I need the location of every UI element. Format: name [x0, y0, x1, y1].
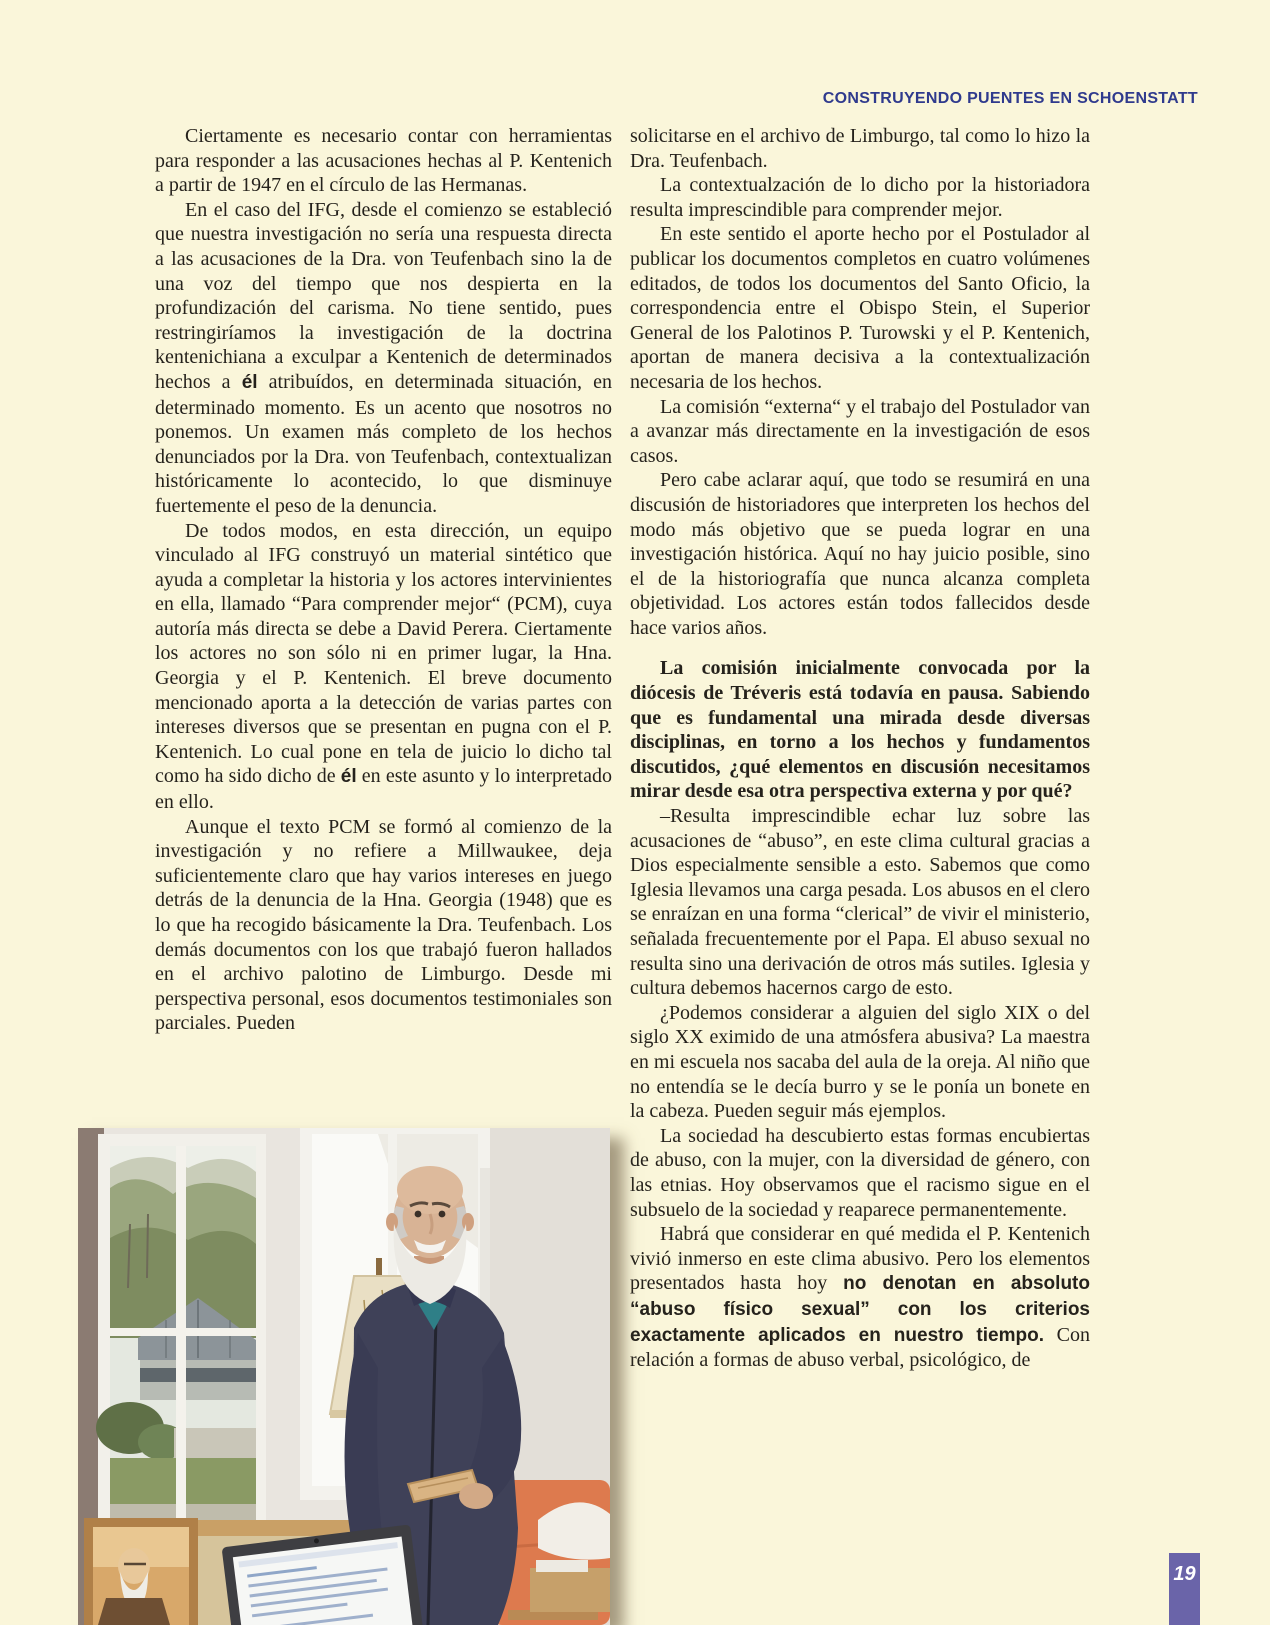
page-header-title: CONSTRUYENDO PUENTES EN SCHOENSTATT	[822, 90, 1198, 107]
body-paragraph: La comisión inicialmente convocada por la diócesis de Tréveris está todavía en pausa. Sabiendo que es fundamental una mirada desde diversas disciplinas, en torno a los hechos y fundamentos discutidos, ¿qué elementos en discusión necesitamos mirar desde esa otra perspectiva externa y por qué?	[630, 657, 1090, 803]
photo-side-table	[530, 1568, 610, 1612]
photo-window-left	[96, 1134, 266, 1564]
article-left-column	[155, 124, 612, 1090]
photo-portrait-kentenich	[84, 1518, 198, 1625]
page-number: 19	[1173, 1563, 1196, 1585]
body-paragraph: La comisión “externa“ y el trabajo del Postulador van a avanzar más directamente en la investigación de esos casos.	[630, 395, 1090, 467]
body-paragraph: Ciertamente es necesario contar con herramientas para responder a las acusaciones hechas al P. Kentenich a partir de 1947 en el círculo de las Hermanas.	[155, 125, 612, 197]
body-paragraph: –Resulta imprescindible echar luz sobre las acusaciones de “abuso”, en este clima cultural gracias a Dios especialmente sensible a esto. Sabemos que como Iglesia llevamos una carga pesada. Los abusos en el clero se enraízan en una forma “clerical” de vivir el ministerio, señalada frecuentemente por el Papa. El abuso sexual no resulta sino una derivación de otros más sutiles. Iglesia y cultura debemos hacernos cargo de esto.	[630, 805, 1090, 1000]
body-paragraph: solicitarse en el archivo de Limburgo, tal como lo hizo la Dra. Teufenbach.	[630, 125, 1090, 172]
body-paragraph: La sociedad ha descubierto estas formas encubiertas de abuso, con la mujer, con la diversidad de género, con las etnias. Hoy observamos que el racismo sigue en el subsuelo de la sociedad y reaparece permanentemente.	[630, 1124, 1090, 1221]
body-paragraph: ¿Podemos considerar a alguien del siglo XIX o del siglo XX eximido de una atmósfera abusiva? La maestra en mi escuela nos sacaba del aula de la oreja. Al niño que no entendía se le decía burro y se le ponía un bonete en la cabeza. Pueden seguir más ejemplos.	[630, 1001, 1090, 1123]
article-right-column	[630, 124, 1090, 1516]
body-paragraph: Pero cabe aclarar aquí, que todo se resumirá en una discusión de historiadores que interpreten los hechos del modo más objetivo que se pueda lograr en una investigación histórica. Aquí no hay juicio posible, sino el de la historiografía que nunca alcanza completa objetividad. Los actores están todos fallecidos desde hace varios años.	[630, 469, 1090, 639]
photo-illustration	[78, 1128, 610, 1625]
body-paragraph: En este sentido el aporte hecho por el Postulador al publicar los documentos completos en cuatro volúmenes editados, de todos los documentos del Santo Oficio, la correspondencia entre el Obispo Stein, el Superior General de los Palotinos P. Turowski y el P. Kentenich, aportan de manera decisiva a la contextualización necesaria de los hechos.	[630, 223, 1090, 393]
photo-man-with-laptop	[78, 1128, 610, 1625]
body-paragraph: En el caso del IFG, desde el comienzo se estableció que nuestra investigación no sería una respuesta directa a las acusaciones de la Dra. von Teufenbach sino la de una voz del tiempo que nos despierta en la profundización del carisma. No tiene sentido, pues restringiríamos la investigación de la doctrina kentenichiana a exculpar a Kentenich de determinados hechos a él atribuídos, en determinada situación, en determinado momento. Es un acento que nosotros no ponemos. Un examen más completo de los hechos denunciados por la Dra. von Teufenbach, contextualizan históricamente lo acontecido, lo que disminuye fuertemente el peso de la denuncia.	[155, 198, 612, 517]
body-paragraph: De todos modos, en esta dirección, un equipo vinculado al IFG construyó un material sintético que ayuda a completar la historia y los actores intervinientes en ella, llamado “Para comprender mejor“ (PCM), cuya autoría más directa se debe a David Perera. Ciertamente los actores no son sólo ni en primer lugar, la Hna. Georgia y el P. Kentenich. El breve documento mencionado aporta a la detección de varias partes con intereses diversos que se presentan en pugna con el P. Kentenich. Lo cual pone en tela de juicio lo dicho tal como ha sido dicho de él en este asunto y lo interpretado en ello.	[155, 519, 612, 814]
page-number-badge	[1169, 1553, 1200, 1625]
body-paragraph: La contextualzación de lo dicho por la historiadora resulta imprescindible para comprender mejor.	[630, 174, 1090, 221]
body-paragraph: Habrá que considerar en qué medida el P. Kentenich vivió inmerso en este clima abusivo. Pero los elementos presentados hasta hoy no denotan en absoluto “abuso físico sexual” con los criterios exactamente aplicados en nuestro tiempo. Con relación a formas de abuso verbal, psicológico, de	[630, 1223, 1090, 1372]
body-paragraph: Aunque el texto PCM se formó al comienzo de la investigación y no refiere a Millwaukee, deja suficientemente claro que hay varios intereses en juego detrás de la denuncia de la Hna. Georgia (1948) que es lo que ha recogido básicamente la Dra. Teufenbach. Los demás documentos con los que trabajó fueron hallados en el archivo palotino de Limburgo. Desde mi perspectiva personal, esos documentos testimoniales son parciales. Pueden	[155, 815, 612, 1035]
